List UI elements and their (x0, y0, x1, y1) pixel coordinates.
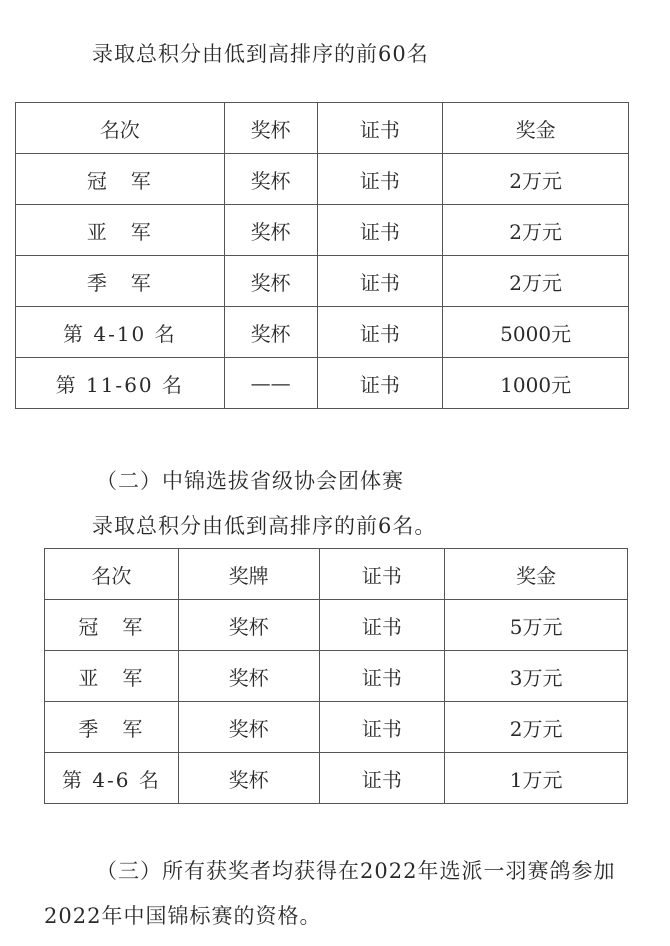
cell-rank: 季 军 (45, 702, 179, 753)
cell-rank: 第 4-6 名 (45, 753, 179, 804)
header-certificate: 证书 (319, 549, 445, 600)
table-row (45, 651, 628, 702)
table-row (45, 753, 628, 804)
header-prize: 奖金 (443, 103, 629, 154)
cell-certificate: 证书 (317, 358, 443, 409)
header-certificate: 证书 (317, 103, 443, 154)
cell-trophy: 奖杯 (178, 600, 319, 651)
cell-prize: 2万元 (443, 205, 629, 256)
cell-certificate: 证书 (319, 651, 445, 702)
cell-rank: 第 11-60 名 (16, 358, 225, 409)
table-row (16, 256, 629, 307)
table-row (45, 600, 628, 651)
cell-trophy: —— (224, 358, 317, 409)
table-header-row (16, 103, 629, 154)
section-3-line-2: 2022年中国锦标赛的资格。 (44, 904, 322, 928)
cell-prize: 3万元 (445, 651, 628, 702)
cell-prize: 1000元 (443, 358, 629, 409)
header-rank: 名次 (45, 549, 179, 600)
table-row (16, 154, 629, 205)
table-row (16, 307, 629, 358)
cell-trophy: 奖杯 (224, 154, 317, 205)
cell-certificate: 证书 (317, 256, 443, 307)
cell-prize: 5万元 (445, 600, 628, 651)
header-rank: 名次 (16, 103, 225, 154)
table-row (16, 358, 629, 409)
cell-trophy: 奖杯 (224, 256, 317, 307)
cell-certificate: 证书 (317, 307, 443, 358)
cell-trophy: 奖杯 (224, 205, 317, 256)
cell-prize: 2万元 (445, 702, 628, 753)
cell-trophy: 奖杯 (178, 753, 319, 804)
award-table-individual (15, 102, 629, 409)
cell-rank: 亚 军 (45, 651, 179, 702)
cell-certificate: 证书 (317, 154, 443, 205)
cell-trophy: 奖杯 (178, 702, 319, 753)
award-table-team (44, 548, 628, 804)
cell-trophy: 奖杯 (178, 651, 319, 702)
cell-prize: 2万元 (443, 154, 629, 205)
header-trophy: 奖杯 (224, 103, 317, 154)
cell-prize: 2万元 (443, 256, 629, 307)
section-3-line-1: （三）所有获奖者均获得在2022年选派一羽赛鸽参加 (96, 859, 616, 883)
cell-certificate: 证书 (319, 702, 445, 753)
intro-line-2: 录取总积分由低到高排序的前6名。 (92, 514, 437, 538)
table-header-row (45, 549, 628, 600)
cell-rank: 亚 军 (16, 205, 225, 256)
table-row (16, 205, 629, 256)
header-prize: 奖金 (445, 549, 628, 600)
cell-rank: 第 4-10 名 (16, 307, 225, 358)
intro-line-1: 录取总积分由低到高排序的前60名 (92, 42, 429, 66)
cell-rank: 冠 军 (16, 154, 225, 205)
cell-certificate: 证书 (317, 205, 443, 256)
header-medal: 奖牌 (178, 549, 319, 600)
table-row (45, 702, 628, 753)
cell-rank: 季 军 (16, 256, 225, 307)
cell-certificate: 证书 (319, 600, 445, 651)
cell-certificate: 证书 (319, 753, 445, 804)
cell-trophy: 奖杯 (224, 307, 317, 358)
cell-rank: 冠 军 (45, 600, 179, 651)
section-2-heading: （二）中锦选拔省级协会团体赛 (96, 469, 404, 493)
cell-prize: 1万元 (445, 753, 628, 804)
cell-prize: 5000元 (443, 307, 629, 358)
